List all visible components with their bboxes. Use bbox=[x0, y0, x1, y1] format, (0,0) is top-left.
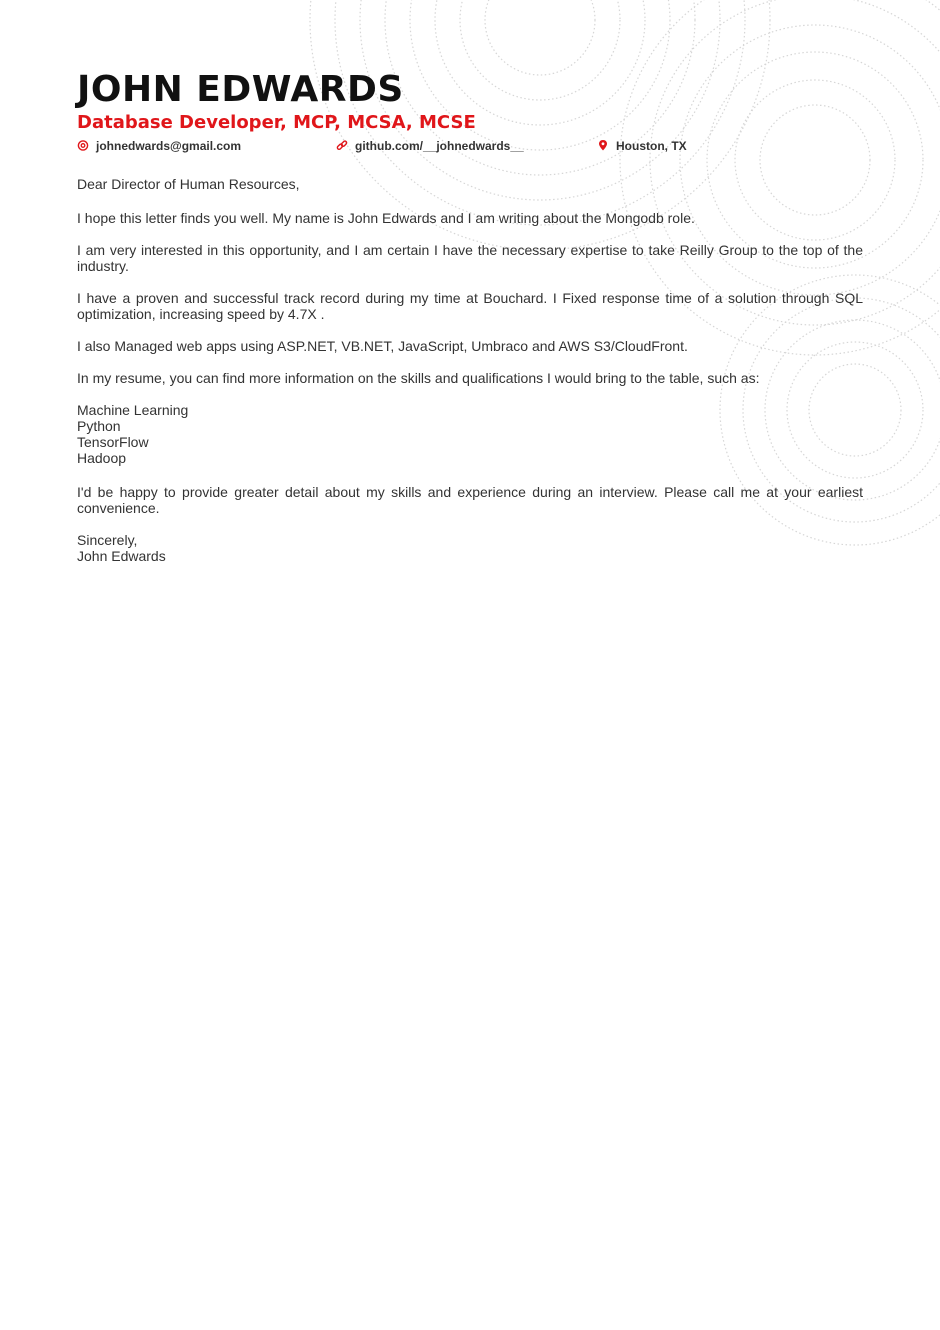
paragraph-track-record: I have a proven and successful track record during my time at Bouchard. I Fixed response time of a solution through SQL optimization, increasing speed by 4.7X . bbox=[77, 290, 863, 322]
paragraph-closing: I'd be happy to provide greater detail about my skills and experience during an interview. Please call me at your earliest convenience. bbox=[77, 484, 863, 516]
signature-name: John Edwards bbox=[77, 548, 166, 564]
letter-body bbox=[77, 176, 863, 564]
paragraph-intro: I hope this letter finds you well. My name is John Edwards and I am writing about the Mongodb role. bbox=[77, 210, 695, 226]
contact-location bbox=[597, 139, 687, 153]
applicant-name: JOHN EDWARDS bbox=[77, 69, 404, 110]
contact-website[interactable] bbox=[336, 139, 524, 153]
website-text: github.com/__johnedwards__ bbox=[355, 139, 524, 153]
contact-email[interactable] bbox=[77, 139, 241, 153]
skill-item: Machine Learning bbox=[77, 402, 189, 418]
skill-item: TensorFlow bbox=[77, 434, 149, 450]
skills-list bbox=[77, 402, 863, 466]
location-text: Houston, TX bbox=[616, 139, 687, 153]
map-pin-icon bbox=[597, 139, 609, 153]
paragraph-experience: I also Managed web apps using ASP.NET, VB.NET, JavaScript, Umbraco and AWS S3/CloudFront. bbox=[77, 338, 688, 354]
salutation: Dear Director of Human Resources, bbox=[77, 176, 300, 192]
link-icon bbox=[336, 139, 348, 153]
skill-item: Hadoop bbox=[77, 450, 127, 466]
skill-item: Python bbox=[77, 418, 121, 434]
contact-row bbox=[77, 139, 863, 157]
paragraph-skills-intro: In my resume, you can find more information on the skills and qualifications I would bring to the table, such as: bbox=[77, 370, 760, 386]
signoff: Sincerely, bbox=[77, 532, 138, 548]
email-text: johnedwards@gmail.com bbox=[96, 139, 242, 153]
letter-header bbox=[77, 68, 863, 157]
applicant-title: Database Developer, MCP, MCSA, MCSE bbox=[77, 112, 476, 133]
paragraph-interest: I am very interested in this opportunity, and I am certain I have the necessary expertise to take Reilly Group to the top of the industry. bbox=[77, 242, 863, 274]
at-icon bbox=[77, 139, 89, 153]
